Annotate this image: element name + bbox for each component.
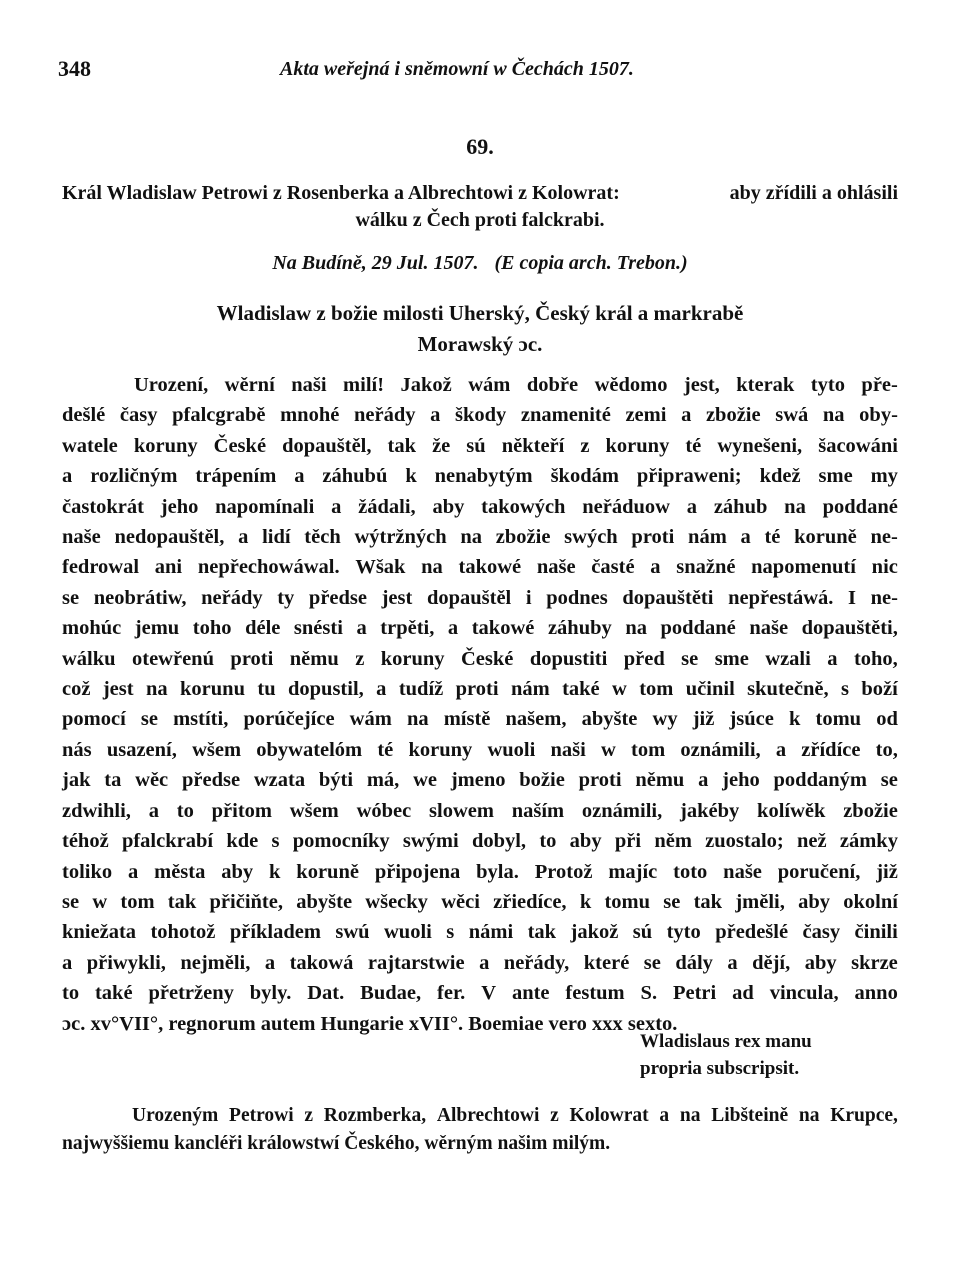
address-line1: Urozeným Petrowi z Rozmberka, Albrechtowi z Kolowrat a na Libšteině na Krupce, (132, 1105, 898, 1126)
body-line: naše nedopauštěl, a lidí těch wýtržných na zbožie swých proti nám a té koruně ne- (62, 526, 898, 549)
signature-line1: Wladislaus rex manu (640, 1031, 812, 1052)
regest-line2: wálku z Čech proti falckrabi. (355, 209, 605, 231)
address (62, 1102, 898, 1158)
body-line: wálku otewřenú proti němu z koruny České dopustiti před se sme wzali a toho, (62, 647, 898, 670)
body-line: pomocí se mstíti, porúčejíce wám na místě našem, abyšte wy již jsúce k tomu od (62, 708, 898, 731)
date-place: Na Budíně, 29 Jul. 1507. (272, 252, 479, 274)
signature (640, 1028, 880, 1082)
body-line: dešlé časy pfalcgrabě mnohé neřády a škody znamenité zemi a zbožie swá na oby- (62, 404, 898, 427)
dateline (0, 252, 960, 275)
intitulatio (140, 298, 820, 360)
page-number: 348 (58, 56, 91, 81)
intitulatio-line2: Morawský ɔc. (417, 332, 543, 356)
body-line: téhož pfalckrabí kde s pomocníky swými dobyl, to aby při něm zuostalo; než zámky (62, 830, 898, 853)
body-line: se neobrátiw, neřády ty předse jest dopauštěl i podnes dopauštěti nepřestáwá. I ne- (62, 586, 898, 609)
body-line: to také přetrženy byly. Dat. Budae, fer. V ante festum S. Petri ad vincula, anno (62, 982, 898, 1005)
signature-line2: propria subscripsit. (640, 1058, 800, 1079)
regest (62, 180, 898, 234)
body-line: fedrowal ani nepřechowáwal. Wšak na takowé naše časté a snažné napomenutí nic (62, 556, 898, 579)
body-line: kniežata tohotož příkladem swú wuoli s námi tak jakož sú tyto předešlé časy činili (62, 921, 898, 944)
regest-line1-right: aby zřídili a ohlásili (729, 182, 898, 204)
running-title: Akta weřejná i sněmowní w Čechách 1507. (280, 58, 634, 80)
intitulatio-line1: Wladislaw z božie milosti Uherský, Český král a markrabě (216, 301, 744, 325)
body-line: což jest na korunu tu dopustil, a tudíž proti nám také w tom učinil skutečně, s boží (62, 678, 898, 701)
regest-line (62, 180, 898, 207)
document-number: 69. (466, 134, 494, 159)
address-line2: najwyššiemu kancléři králowstwí Českého, wěrným našim milým. (62, 1133, 611, 1154)
body-line: ɔc. xv°VII°, regnorum autem Hungarie xVII°. Boemiae vero xxx sexto. (62, 1012, 678, 1035)
body-line: jak ta wěc předse wzata býti má, we jmeno božie proti němu a jeho poddaným se (62, 769, 898, 792)
source-note: (E copia arch. Trebon.) (494, 252, 688, 274)
running-head (58, 56, 898, 86)
body-line: nás usazení, wšem obywatelóm té koruny wuoli naši w tom oznámili, a zřídíce to, (62, 738, 898, 761)
regest-line1-left: Král Wladislaw Petrowi z Rosenberka a Albrechtowi z Kolowrat: (62, 182, 620, 204)
body-text (62, 370, 898, 1039)
body-line: zdwihli, a to přitom wšem wóbec slowem naším oznámili, jakéby kolíwěk zbožie (62, 799, 898, 822)
body-line: a přiwykli, nejměli, a takowá rajtarstwie a neřády, které se dály a dějí, aby skrze (62, 951, 898, 974)
body-line: a rozličným trápením a záhubú k nenabytým škodám připraweni; kdež sme my (62, 465, 898, 488)
body-line: watele koruny České dopauštěl, tak že sú někteří z koruny té wynešeni, šacowáni (62, 434, 898, 457)
body-line: se w tom tak přičiňte, abyšte wšecky wěci zřiedíce, k tomu se tak jměli, aby okolní (62, 890, 898, 913)
body-line: častokrát jeho napomínali a žádali, aby takowých neřáduow a záhub na poddané (62, 495, 898, 518)
body-line: mohúc jemu toho déle snésti a trpěti, a takowé záhuby na poddané naše dopauštěti, (62, 617, 898, 640)
body-line: toliko a města aby k koruně připojena byla. Protož majíc toto naše poručení, již (62, 860, 898, 883)
body-line: Urození, wěrní naši milí! Jakož wám dobře wědomo jest, kterak tyto pře- (134, 374, 898, 396)
